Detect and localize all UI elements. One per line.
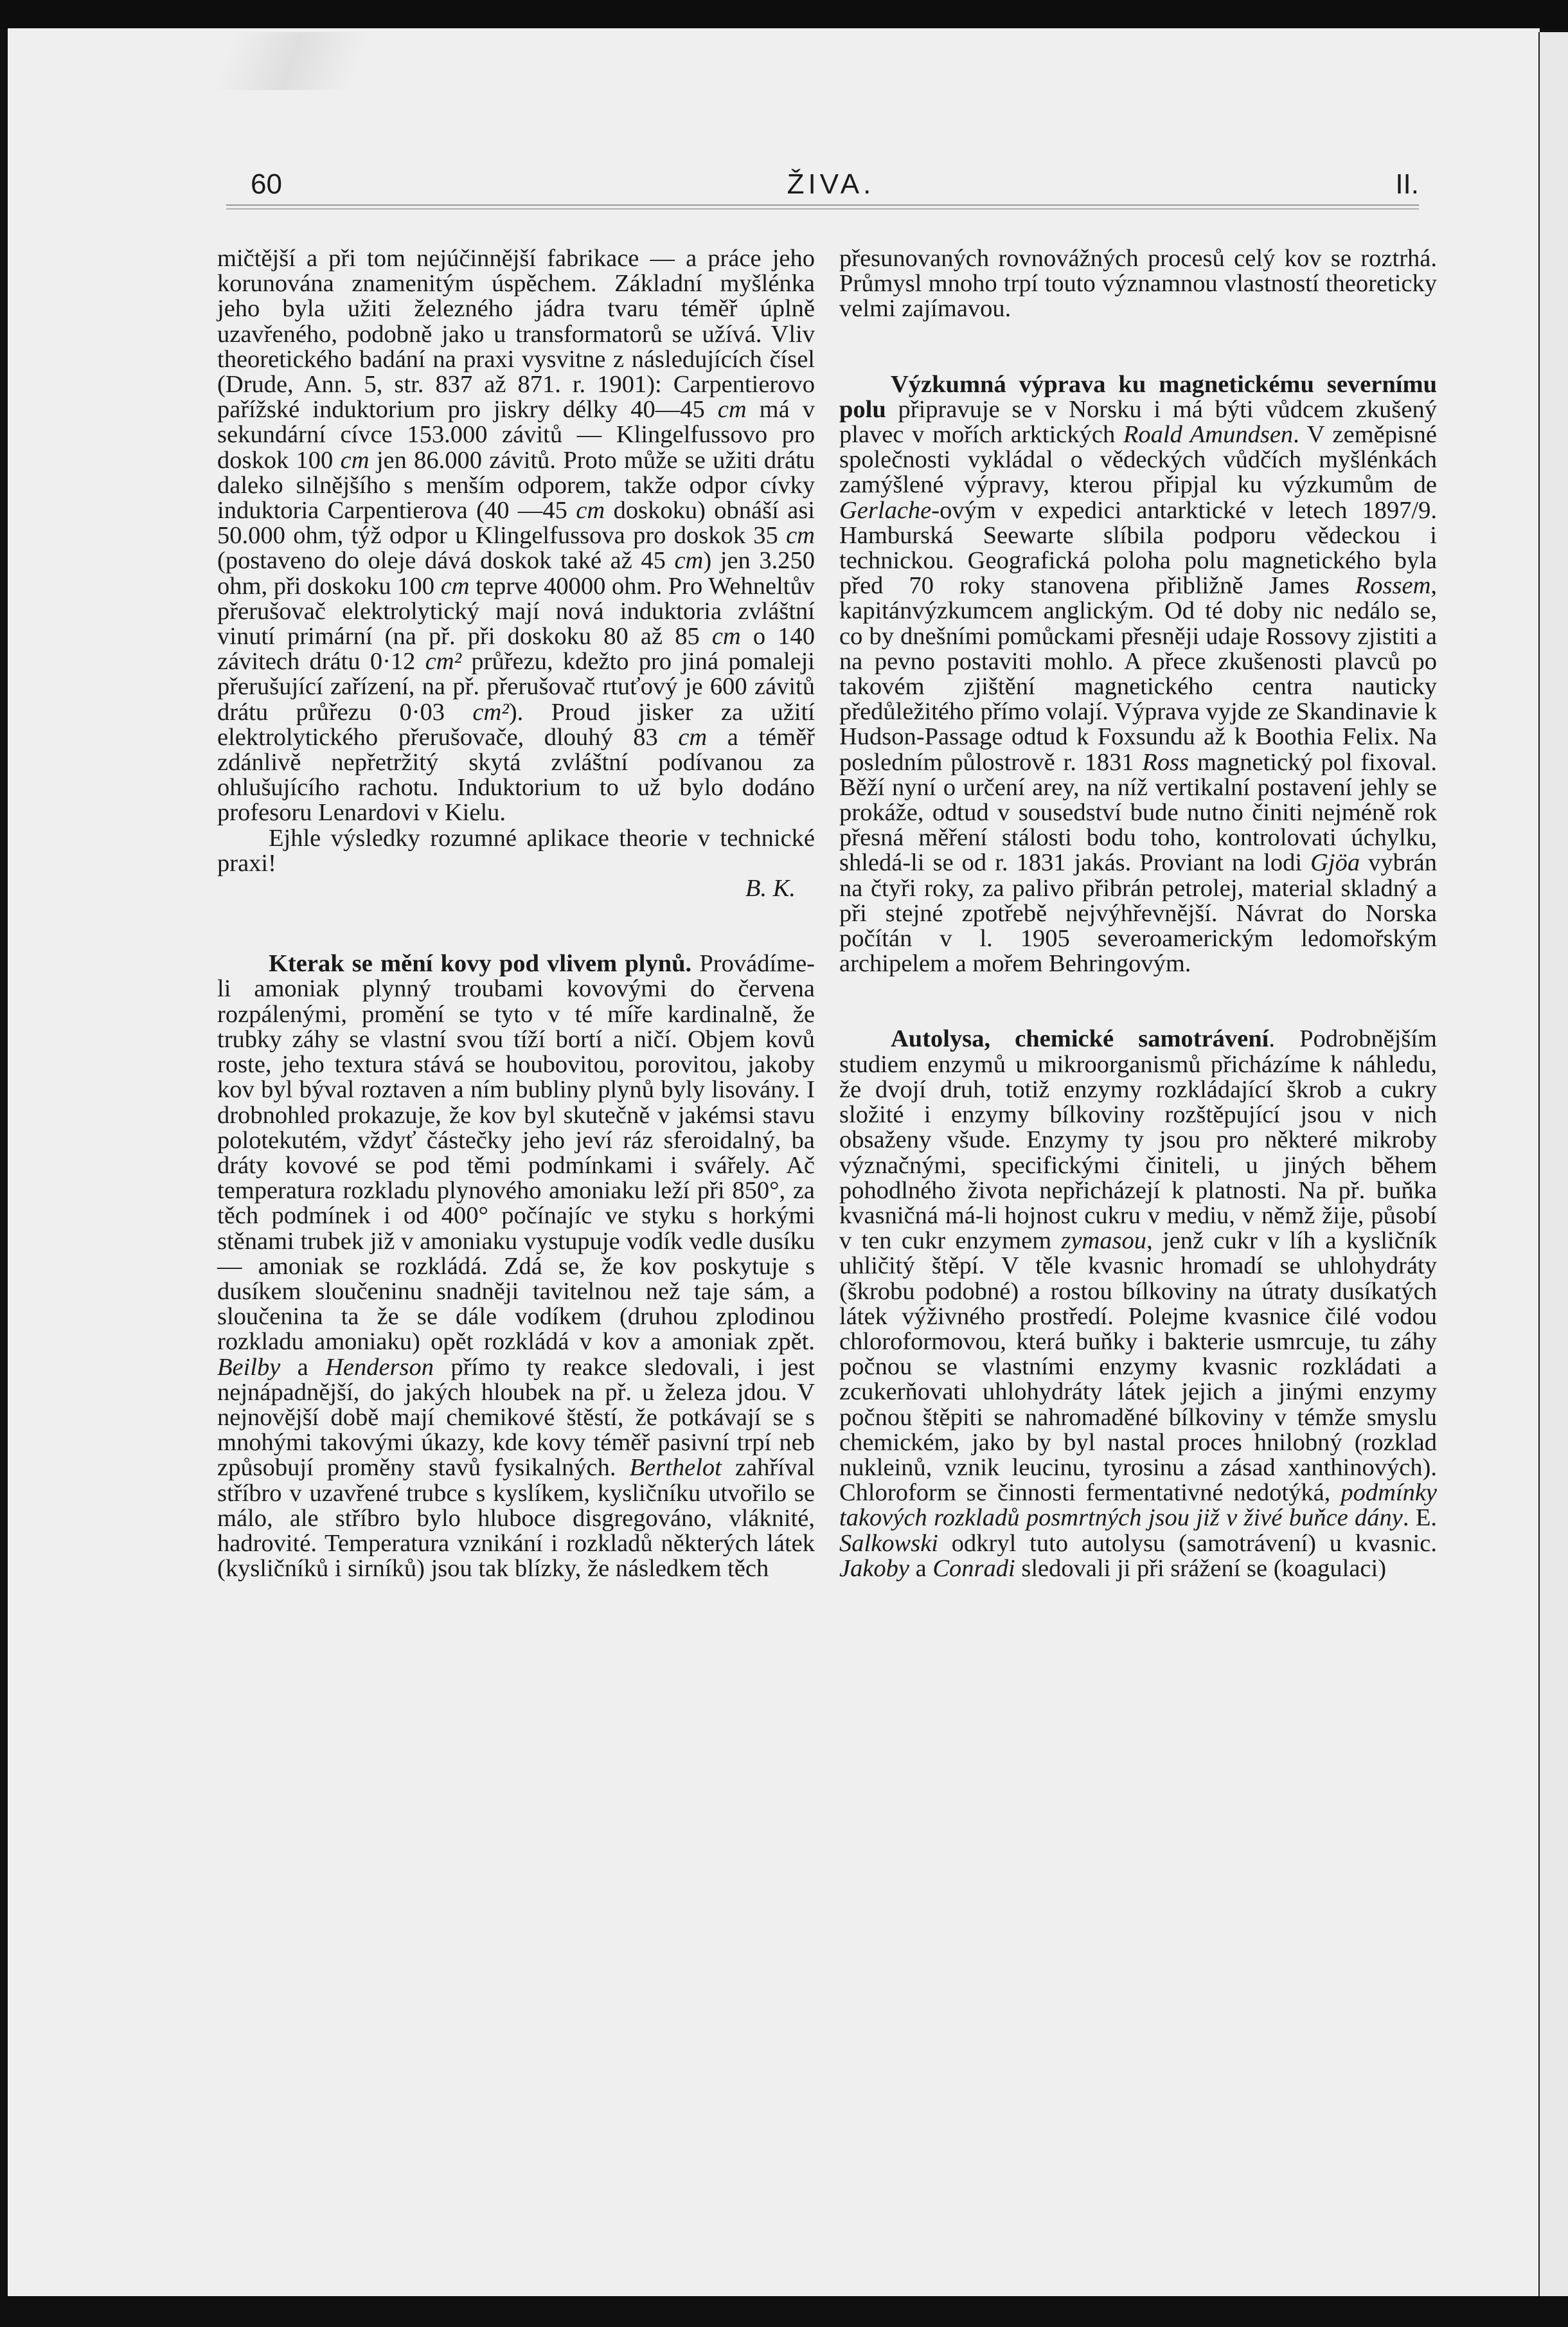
text-run: vybrán na čtyři roky, za palivo přibrán petrolej, material skladný a při stejné zpotřebě nejvýhřevnější. Návrat do Norska počítán v l. 1905 severoamerickým ledomořským archipelem a mořem Behringovým. [839, 849, 1437, 978]
unit-italic: cm² [472, 698, 509, 726]
paragraph-conclusion [217, 826, 815, 876]
running-head [243, 168, 1419, 207]
unit-italic: cm [786, 522, 815, 550]
text-run: teprve 40000 ohm. Pro Wehneltův přerušovač elektrolytický mají nová induktoria zvláštní vinutí primární (na př. při doskoku 80 až 85 [217, 572, 815, 651]
name-italic: Salkowski [839, 1529, 938, 1557]
article-autolysa [839, 1027, 1437, 1581]
article-heading: Autolysa, chemické samotrávení [891, 1025, 1269, 1053]
text-run: přímo ty reakce sledovali, i jest nejnápadnější, do jakých hloubek na př. u železa jdou. V nejnovější době mají chemikové štěstí, že potkávají se s mnohými takovými úkazy, kde kovy téměř pasivní trpí neb způsobují proměny stavů fysikalných. [217, 1353, 815, 1482]
text-run: . V zeměpisné společnosti vykládal o vědeckých vůdčích myšlénkách zamýšlené výpravy, kterou připjal ku výzkumům de [839, 421, 1437, 499]
signature-line [217, 876, 815, 901]
scan-smudge [212, 32, 418, 90]
text-run: Ejhle výsledky rozumné aplikace theorie v technické praxi! [217, 824, 815, 877]
text-run: o 140 závitech drátu 0·12 [217, 623, 815, 676]
text-run: , kapitánvýzkumcem anglickým. Od té doby nic nedálo se, co by dnešními pomůckami přesněji udaje Rossovy zjistiti a na pevno postaviti mohlo. A přece zkušenosti plavců po takovém zjištění magnetického centra nauticky předůležitého přímo volají. Výprava vyjde ze Skandinavie k Hudson-Passage odtud k Foxsundu až k Boothia Felix. Na posledním půlostrově r. 1831 [839, 572, 1437, 776]
paragraph-continuation [839, 246, 1437, 322]
text-run: mičtější a při tom nejúčinnější fabrikace — a práce jeho korunována znamenitým úspěchem. Základní myšlénka jeho byla užiti železného jádra tvaru téměř úplně uzavřeného, podobně jako u transformatorů se užívá. Vliv theoretického badání na praxi vysvitne z následujících čísel (Drude, Ann. 5, str. 837 až 871. r. 1901): Carpentierovo pařížské induktorium pro jiskry délky 40—45 [217, 245, 815, 424]
text-run: přesunovaných rovnovážných procesů celý kov se roztrhá. Průmysl mnoho trpí touto významnou vlastností theoreticky velmi zajímavou. [839, 245, 1437, 323]
text-run: Provádíme-li amoniak plynný troubami kovovými do červena rozpálenými, promění se tyto v té míře kardinalně, že trubky záhy se vlastní svou tíží bortí a ničí. Objem kovů roste, jeho textura stává se houbovitou, porovitou, jakoby kov byl býval roztaven a ním bubliny plynů byly lisovány. I drobnohled prokazuje, že kov byl skutečně v jakémsi stavu polotekutém, vždyť částečky jeho jeví ráz sferoidalný, ba dráty kovové se pod těmi podmínkami i svářely. Ač temperatura rozkladu plynového amoniaku leží při 850°, za těch podmínek i od 400° počínajíc ve styku s horkými stěnami trubek již v amoniaku vystupuje vodík vedle dusíku — amoniak se rozkládá. Zdá se, že kov poskytuje s dusíkem sloučeninu snadněji tavitelnou než taje sám, a sloučenina ta že se dále vodíkem (druhou zplodinou rozkladu amoniaku) opět rozkládá v kov a amoniak zpět. [217, 950, 815, 1356]
text-run: sledovali ji při srážení se (koagulaci) [1015, 1554, 1387, 1582]
scan-border-bottom [0, 2296, 1568, 2327]
text-run: odkryl tuto autolysu (samotrávení) u kvasnic. [938, 1529, 1437, 1557]
unit-italic: cm² [425, 648, 462, 676]
article-heading: Kterak se mění kovy pod vlivem plynů. [269, 950, 692, 978]
unit-italic: cm [576, 497, 605, 525]
volume-number: II. [1395, 168, 1419, 200]
text-run: a [909, 1554, 933, 1582]
article-heading: Výzkumná výprava ku magnetickému severnímu polu [839, 370, 1437, 423]
text-run: průřezu, kdežto pro jiná pomaleji přerušující zařízení, na př. přerušovač rtuťový je 600 závitů drátu průřezu 0·03 [217, 648, 815, 726]
paragraph-induktorium [217, 246, 815, 826]
section-spacer [217, 901, 815, 951]
text-run: a téměř zdánlivě nepřetržitý skytá zvláštní podívanou za ohlušujícího rachotu. Induktorium to už bylo dodáno profesoru Lenardovi v Kielu. [217, 723, 815, 827]
text-run: magnetický pol fixoval. Běží nyní o určení arey, na níž vertikalní postavení jehly se prokáže, odtud v sousedství bude nutno činiti nejméně rok přesná měření stálosti bodu toho, kontrolovati úchylku, shledá-li se od r. 1831 jakás. Proviant na lodi [839, 748, 1437, 877]
name-italic: Gerlache [839, 496, 932, 524]
unit-italic: cm [340, 446, 370, 474]
text-run: -ovým v expedici antarktické v letech 1897/9. Hamburská Seewarte slíbila podporu vědeckou i technickou. Geografická poloha polu magnetického byla před 70 roky stanovena přibližně James [839, 496, 1437, 600]
text-run: jen 86.000 závitů. Proto může se užiti drátu daleko silnějšího s menším odporem, takže odpor cívky induktoria Carpentierova (40 —45 [217, 446, 815, 525]
text-run: ). Proud jisker za užití elektrolytického přerušovače, dlouhý 83 [217, 698, 815, 751]
unit-italic: cm [717, 396, 747, 424]
term-italic: zymasou [1061, 1227, 1147, 1255]
text-run: připravuje se v Norsku i má býti vůdcem zkušený plavec v mořích arktických [839, 395, 1437, 449]
section-spacer [839, 976, 1437, 1027]
text-run: a [280, 1353, 326, 1381]
section-spacer [839, 322, 1437, 372]
header-rule [226, 204, 1419, 210]
name-italic: Beilby [217, 1353, 281, 1381]
article-kovy [217, 951, 815, 1581]
text-run: (postaveno do oleje dává doskok také až 45 [217, 547, 675, 575]
unit-italic: cm [674, 547, 704, 575]
scan-border-top [0, 0, 1568, 30]
text-run: doskoku) obnáší asi 50.000 ohm, týž odpor u Klingelfussova pro doskok 35 [217, 497, 815, 550]
name-italic: Henderson [325, 1353, 434, 1381]
text-run: . E. [1402, 1504, 1437, 1532]
text-run: , jenž cukr v líh a kysličník uhličitý štěpí. V těle kvasnic hromadí se uhlohydráty (škrobu podobné) a rostou bílkoviny na útraty dusíkatých látek výživného prostředí. Polejme kvasnice čilé vodou chloroformovou, která buňky i bakterie usmrcuje, tu záhy počnou se vlastními enzymy kvasnic rozkládati a zcukerňovati uhlohydráty látek jejich a jinými enzymy počnou štěpiti se nahromaděné bílkoviny v témže smyslu chemickém, jako by byl nastal proces hnilobný (rozklad nukleinů, vznik leucinu, tyrosinu a zásad xanthinových). Chloroform se činnosti fermentativné nedotýká, [839, 1227, 1437, 1507]
text-run: má v sekundární cívce 153.000 závitů — Klingelfussovo pro doskok 100 [217, 396, 815, 474]
unit-italic: cm [711, 623, 741, 651]
right-column [839, 246, 1437, 1581]
text-run: ) jen 3.250 ohm, při doskoku 100 [217, 547, 815, 600]
unit-italic: cm [678, 723, 708, 751]
left-column [217, 246, 815, 1581]
name-italic: Rossem [1355, 572, 1431, 600]
text-run: . Podrobnějším studiem enzymů u mikroorganismů přicházíme k náhledu, že dvojí druh, totiž enzymy rozkládající škrob a cukry složité i enzymy bílkoviny rozštěpující jsou v nich obsaženy všude. Enzymy ty jsou pro některé mikroby význačnými, specifickými činiteli, u jiných během pohodlného života nepřicházejí k platnosti. Na př. buňka kvasničná má-li hojnost cukru v mediu, v němž žije, působí v ten cukr enzymem [839, 1025, 1437, 1255]
name-italic: Gjöa [1310, 849, 1360, 877]
name-italic: Roald Amundsen [1123, 421, 1294, 449]
scan-border-right [1540, 32, 1568, 2296]
author-signature: B. K. [745, 875, 796, 903]
name-italic: Ross [1142, 748, 1189, 776]
journal-title: ŽIVA. [787, 168, 875, 200]
unit-italic: cm [440, 572, 470, 600]
page-number: 60 [251, 168, 282, 200]
article-vyprava [839, 372, 1437, 977]
name-italic: Jakoby [839, 1554, 910, 1582]
name-italic: Conradi [932, 1554, 1015, 1582]
text-run: zahříval stříbro v uzavřené trubce s kyslíkem, kysličníku utvořilo se málo, ale stříbro bylo hluboce disgregováno, vláknité, hadrovité. Temperatura vznikání i rozkladů některých látek (kysličníků i sirníků) jsou tak blízky, že následkem těch [217, 1454, 815, 1583]
emphasis-italic: podmínky takových rozkladů posmrtných jsou již v živé buňce dány [839, 1479, 1437, 1532]
name-italic: Berthelot [629, 1454, 722, 1482]
